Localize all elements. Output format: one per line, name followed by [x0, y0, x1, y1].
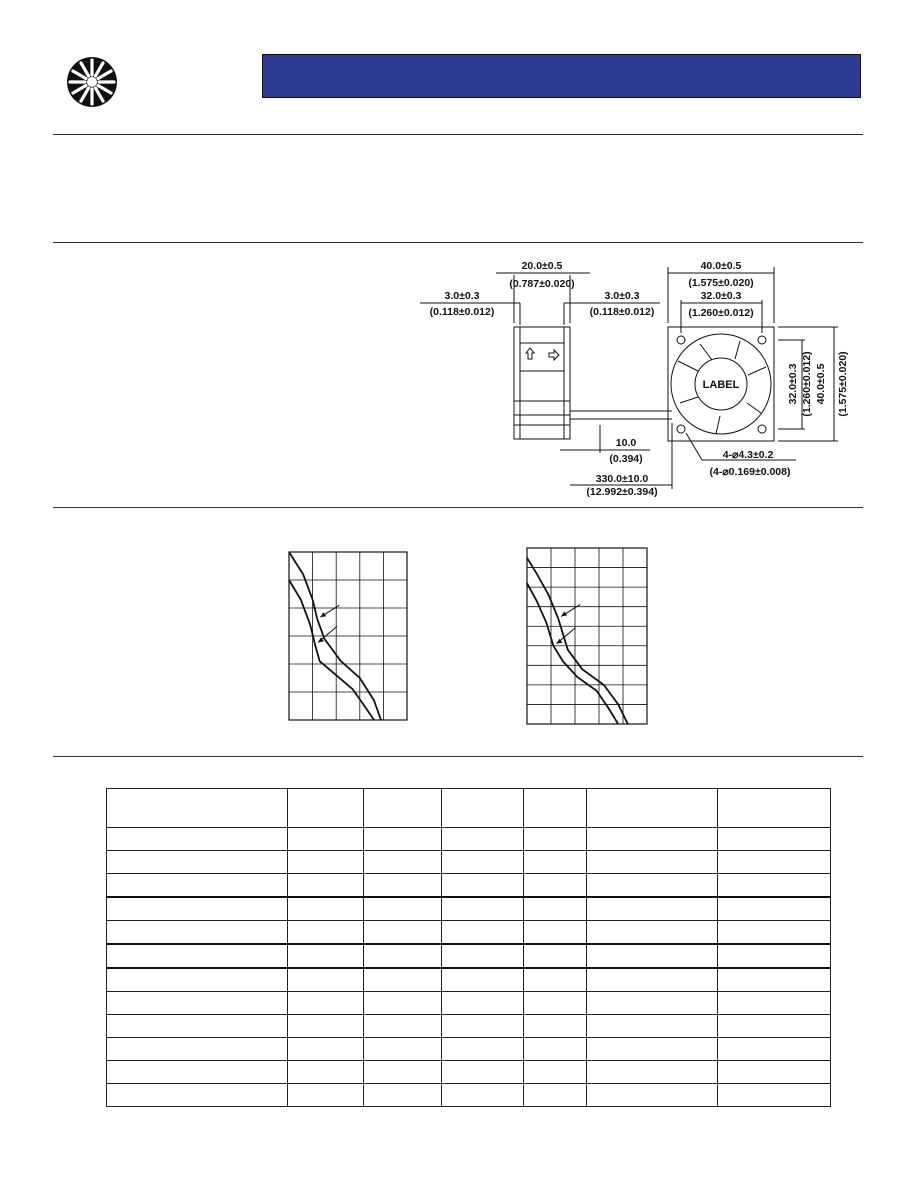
hole-pitch-mm: 32.0±0.3 — [700, 290, 742, 302]
table-cell — [524, 968, 587, 992]
table-cell — [288, 1084, 364, 1107]
side-view-body — [514, 327, 570, 439]
table-cell — [524, 992, 587, 1015]
table-cell — [718, 851, 831, 874]
flange-left-in: (0.118±0.012) — [429, 306, 495, 318]
table-cell — [107, 789, 288, 828]
table-cell — [107, 921, 288, 945]
table-cell — [587, 1038, 718, 1061]
table-cell — [288, 944, 364, 968]
table-cell — [288, 1061, 364, 1084]
table-cell — [587, 1015, 718, 1038]
table-cell — [524, 851, 587, 874]
table-cell — [364, 1038, 442, 1061]
lead-strip-mm: 10.0 — [615, 437, 637, 449]
table-cell — [524, 897, 587, 921]
title-bar — [262, 54, 861, 98]
table-cell — [587, 874, 718, 898]
height-in: (1.575±0.020) — [837, 351, 849, 417]
width-mm: 40.0±0.5 — [700, 260, 742, 272]
mount-hole-br — [758, 425, 766, 433]
table-cell — [718, 789, 831, 828]
table-cell — [364, 944, 442, 968]
table-cell — [718, 828, 831, 851]
table-cell — [524, 1084, 587, 1107]
table-row — [107, 992, 831, 1015]
depth-in: (0.787±0.020) — [509, 278, 575, 290]
table-cell — [288, 992, 364, 1015]
table-cell — [587, 992, 718, 1015]
table-cell — [442, 874, 524, 898]
table-cell — [288, 921, 364, 945]
table-row — [107, 828, 831, 851]
table-cell — [442, 944, 524, 968]
performance-chart-2 — [526, 547, 648, 725]
table-cell — [364, 1015, 442, 1038]
section-divider-4 — [53, 756, 863, 757]
mount-hole-bl — [677, 425, 685, 433]
table-cell — [107, 1015, 288, 1038]
table-row — [107, 851, 831, 874]
spec-table — [106, 788, 831, 1107]
holes-mm: 4-⌀4.3±0.2 — [722, 449, 774, 461]
width-in: (1.575±0.020) — [688, 277, 754, 289]
table-cell — [587, 968, 718, 992]
flange-right-mm: 3.0±0.3 — [604, 290, 640, 302]
table-cell — [364, 828, 442, 851]
table-cell — [288, 968, 364, 992]
chart-frame — [527, 548, 647, 724]
table-cell — [718, 1038, 831, 1061]
series-curve-b — [289, 580, 374, 720]
table-cell — [587, 921, 718, 945]
table-cell — [107, 851, 288, 874]
table-cell — [524, 1061, 587, 1084]
lead-length-in: (12.992±0.394) — [586, 486, 658, 498]
table-cell — [718, 1084, 831, 1107]
table-row — [107, 897, 831, 921]
table-cell — [288, 851, 364, 874]
table-cell — [587, 897, 718, 921]
table-cell — [364, 1061, 442, 1084]
table-cell — [524, 874, 587, 898]
table-row — [107, 1084, 831, 1107]
mount-hole-tr — [758, 336, 766, 344]
series-curve-b — [527, 583, 618, 724]
vert-pitch-mm: 32.0±0.3 — [787, 363, 799, 405]
table-cell — [364, 1084, 442, 1107]
lead-strip-in: (0.394) — [609, 453, 643, 465]
table-cell — [107, 1038, 288, 1061]
table-cell — [718, 968, 831, 992]
table-cell — [107, 992, 288, 1015]
table-cell — [107, 1061, 288, 1084]
table-cell — [587, 789, 718, 828]
mount-hole-tl — [677, 336, 685, 344]
up-arrow-icon — [526, 348, 534, 359]
holes-in: (4-⌀0.169±0.008) — [709, 466, 791, 478]
table-cell — [107, 944, 288, 968]
table-cell — [587, 944, 718, 968]
flange-left-mm: 3.0±0.3 — [444, 290, 480, 302]
dimension-drawing — [410, 255, 850, 500]
arrowhead-icon — [561, 611, 567, 616]
table-row — [107, 874, 831, 898]
right-arrow-icon — [549, 350, 559, 360]
table-cell — [524, 828, 587, 851]
table-cell — [587, 828, 718, 851]
table-cell — [718, 944, 831, 968]
vert-pitch-in: (1.260±0.012) — [801, 351, 813, 417]
table-cell — [442, 1015, 524, 1038]
table-cell — [107, 874, 288, 898]
table-cell — [442, 1084, 524, 1107]
fan-label-text: LABEL — [702, 379, 740, 391]
table-cell — [288, 1038, 364, 1061]
table-cell — [524, 1015, 587, 1038]
table-row — [107, 1061, 831, 1084]
table-header-row — [107, 789, 831, 828]
table-cell — [442, 968, 524, 992]
table-cell — [288, 789, 364, 828]
flange-right-in: (0.118±0.012) — [589, 306, 655, 318]
table-cell — [718, 992, 831, 1015]
height-mm: 40.0±0.5 — [815, 363, 827, 405]
performance-chart-1 — [288, 551, 408, 721]
table-cell — [587, 1084, 718, 1107]
table-cell — [587, 851, 718, 874]
hole-pitch-in: (1.260±0.012) — [688, 307, 754, 319]
table-cell — [718, 1061, 831, 1084]
table-cell — [364, 851, 442, 874]
table-cell — [442, 851, 524, 874]
table-cell — [524, 944, 587, 968]
table-cell — [718, 897, 831, 921]
table-cell — [524, 921, 587, 945]
table-cell — [364, 921, 442, 945]
table-cell — [107, 968, 288, 992]
fan-logo-icon — [66, 56, 118, 108]
table-cell — [442, 992, 524, 1015]
table-cell — [364, 874, 442, 898]
table-cell — [288, 1015, 364, 1038]
table-cell — [442, 1061, 524, 1084]
table-row — [107, 1015, 831, 1038]
table-cell — [524, 789, 587, 828]
table-row — [107, 1038, 831, 1061]
depth-mm: 20.0±0.5 — [521, 260, 563, 272]
section-divider-3 — [53, 507, 863, 508]
arrowhead-icon — [320, 612, 326, 617]
table-row — [107, 968, 831, 992]
table-row — [107, 944, 831, 968]
table-cell — [442, 828, 524, 851]
table-cell — [364, 789, 442, 828]
table-cell — [288, 828, 364, 851]
table-cell — [442, 789, 524, 828]
table-cell — [107, 897, 288, 921]
table-cell — [364, 968, 442, 992]
table-cell — [107, 1084, 288, 1107]
table-cell — [442, 897, 524, 921]
table-cell — [718, 1015, 831, 1038]
table-cell — [288, 874, 364, 898]
lead-length-mm: 330.0±10.0 — [595, 473, 649, 485]
table-cell — [718, 921, 831, 945]
section-divider-1 — [53, 134, 863, 135]
table-cell — [442, 921, 524, 945]
table-row — [107, 921, 831, 945]
table-cell — [587, 1061, 718, 1084]
section-divider-2 — [53, 242, 863, 243]
table-cell — [364, 897, 442, 921]
table-cell — [718, 874, 831, 898]
series-curve-a — [527, 558, 628, 724]
table-cell — [107, 828, 288, 851]
table-cell — [524, 1038, 587, 1061]
table-cell — [288, 897, 364, 921]
table-cell — [442, 1038, 524, 1061]
table-cell — [364, 992, 442, 1015]
